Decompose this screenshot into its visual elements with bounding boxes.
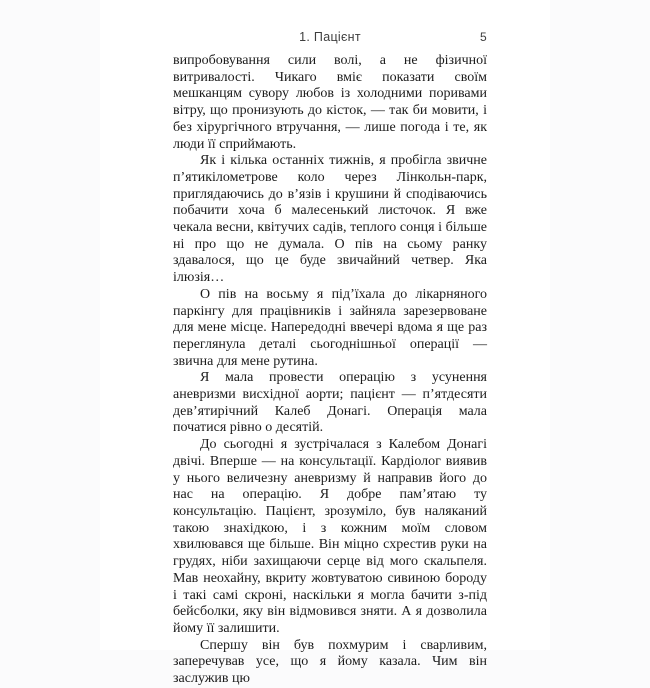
- running-chapter-title: 1. Пацієнт: [299, 30, 361, 44]
- paragraph: Як і кілька останніх тижнів, я пробігла звичне п’ятикілометрове коло через Лінкольн-парк, приглядаючись до в’язів і крушини й сподіваючись побачити хоча б малесенький листочок. Я вже чекала весни, квітучих садів, теплого сонця і більше ні про що не думала. О пів на сьому ранку здавалося, що це буде звичайний четвер. Яка ілюзія…: [173, 153, 487, 286]
- paragraph: Спершу він був похмурим і сварливим, заперечував усе, що я йому казала. Чим він заслужив цю: [173, 637, 487, 687]
- book-page: [100, 0, 550, 687]
- page-number: 5: [480, 30, 487, 44]
- page-header: [173, 0, 487, 44]
- paragraph: До сьогодні я зустрічалася з Калебом Донагі двічі. Вперше — на консультації. Кардіолог виявив у нього величезну аневризму й направив його до нас на операцію. Я добре пам’ятаю ту консультацію. Пацієнт, зрозуміло, був наляканий такою знахідкою, і з кожним моїм словом хвилювався ще більше. Він міцно схрестив руки на грудях, ніби захищаючи серце від мого скальпеля. Мав неохайну, вкриту жовтуватою сивиною бороду і такі самі скроні, наскільки я могла бачити з-під бейсболки, яку він відмовився зняти. А я дозволила йому її залишити.: [173, 437, 487, 636]
- paragraph: випробовування сили волі, а не фізичної витривалості. Чикаго вміє показати своїм мешканцям сувору любов із холодними поривами вітру, що пронизують до кісток, — так би мовити, і без хірургічного втручання, — лише погода і те, як люди її сприймають.: [173, 53, 487, 152]
- paragraph: Я мала провести операцію з усунення аневризми висхідної аорти; пацієнт — п’ятдесяти дев’ятирічний Калеб Донагі. Операція мала початися рівно о десятій.: [173, 370, 487, 436]
- paragraph: О пів на восьму я під’їхала до лікарняного паркінгу для працівників і зайняла зарезервоване для мене місце. Напередодні ввечері вдома я ще раз переглянула деталі сьогоднішньої операції — звична для мене рутина.: [173, 286, 487, 369]
- page-content: [100, 0, 550, 688]
- page-text: [173, 53, 487, 688]
